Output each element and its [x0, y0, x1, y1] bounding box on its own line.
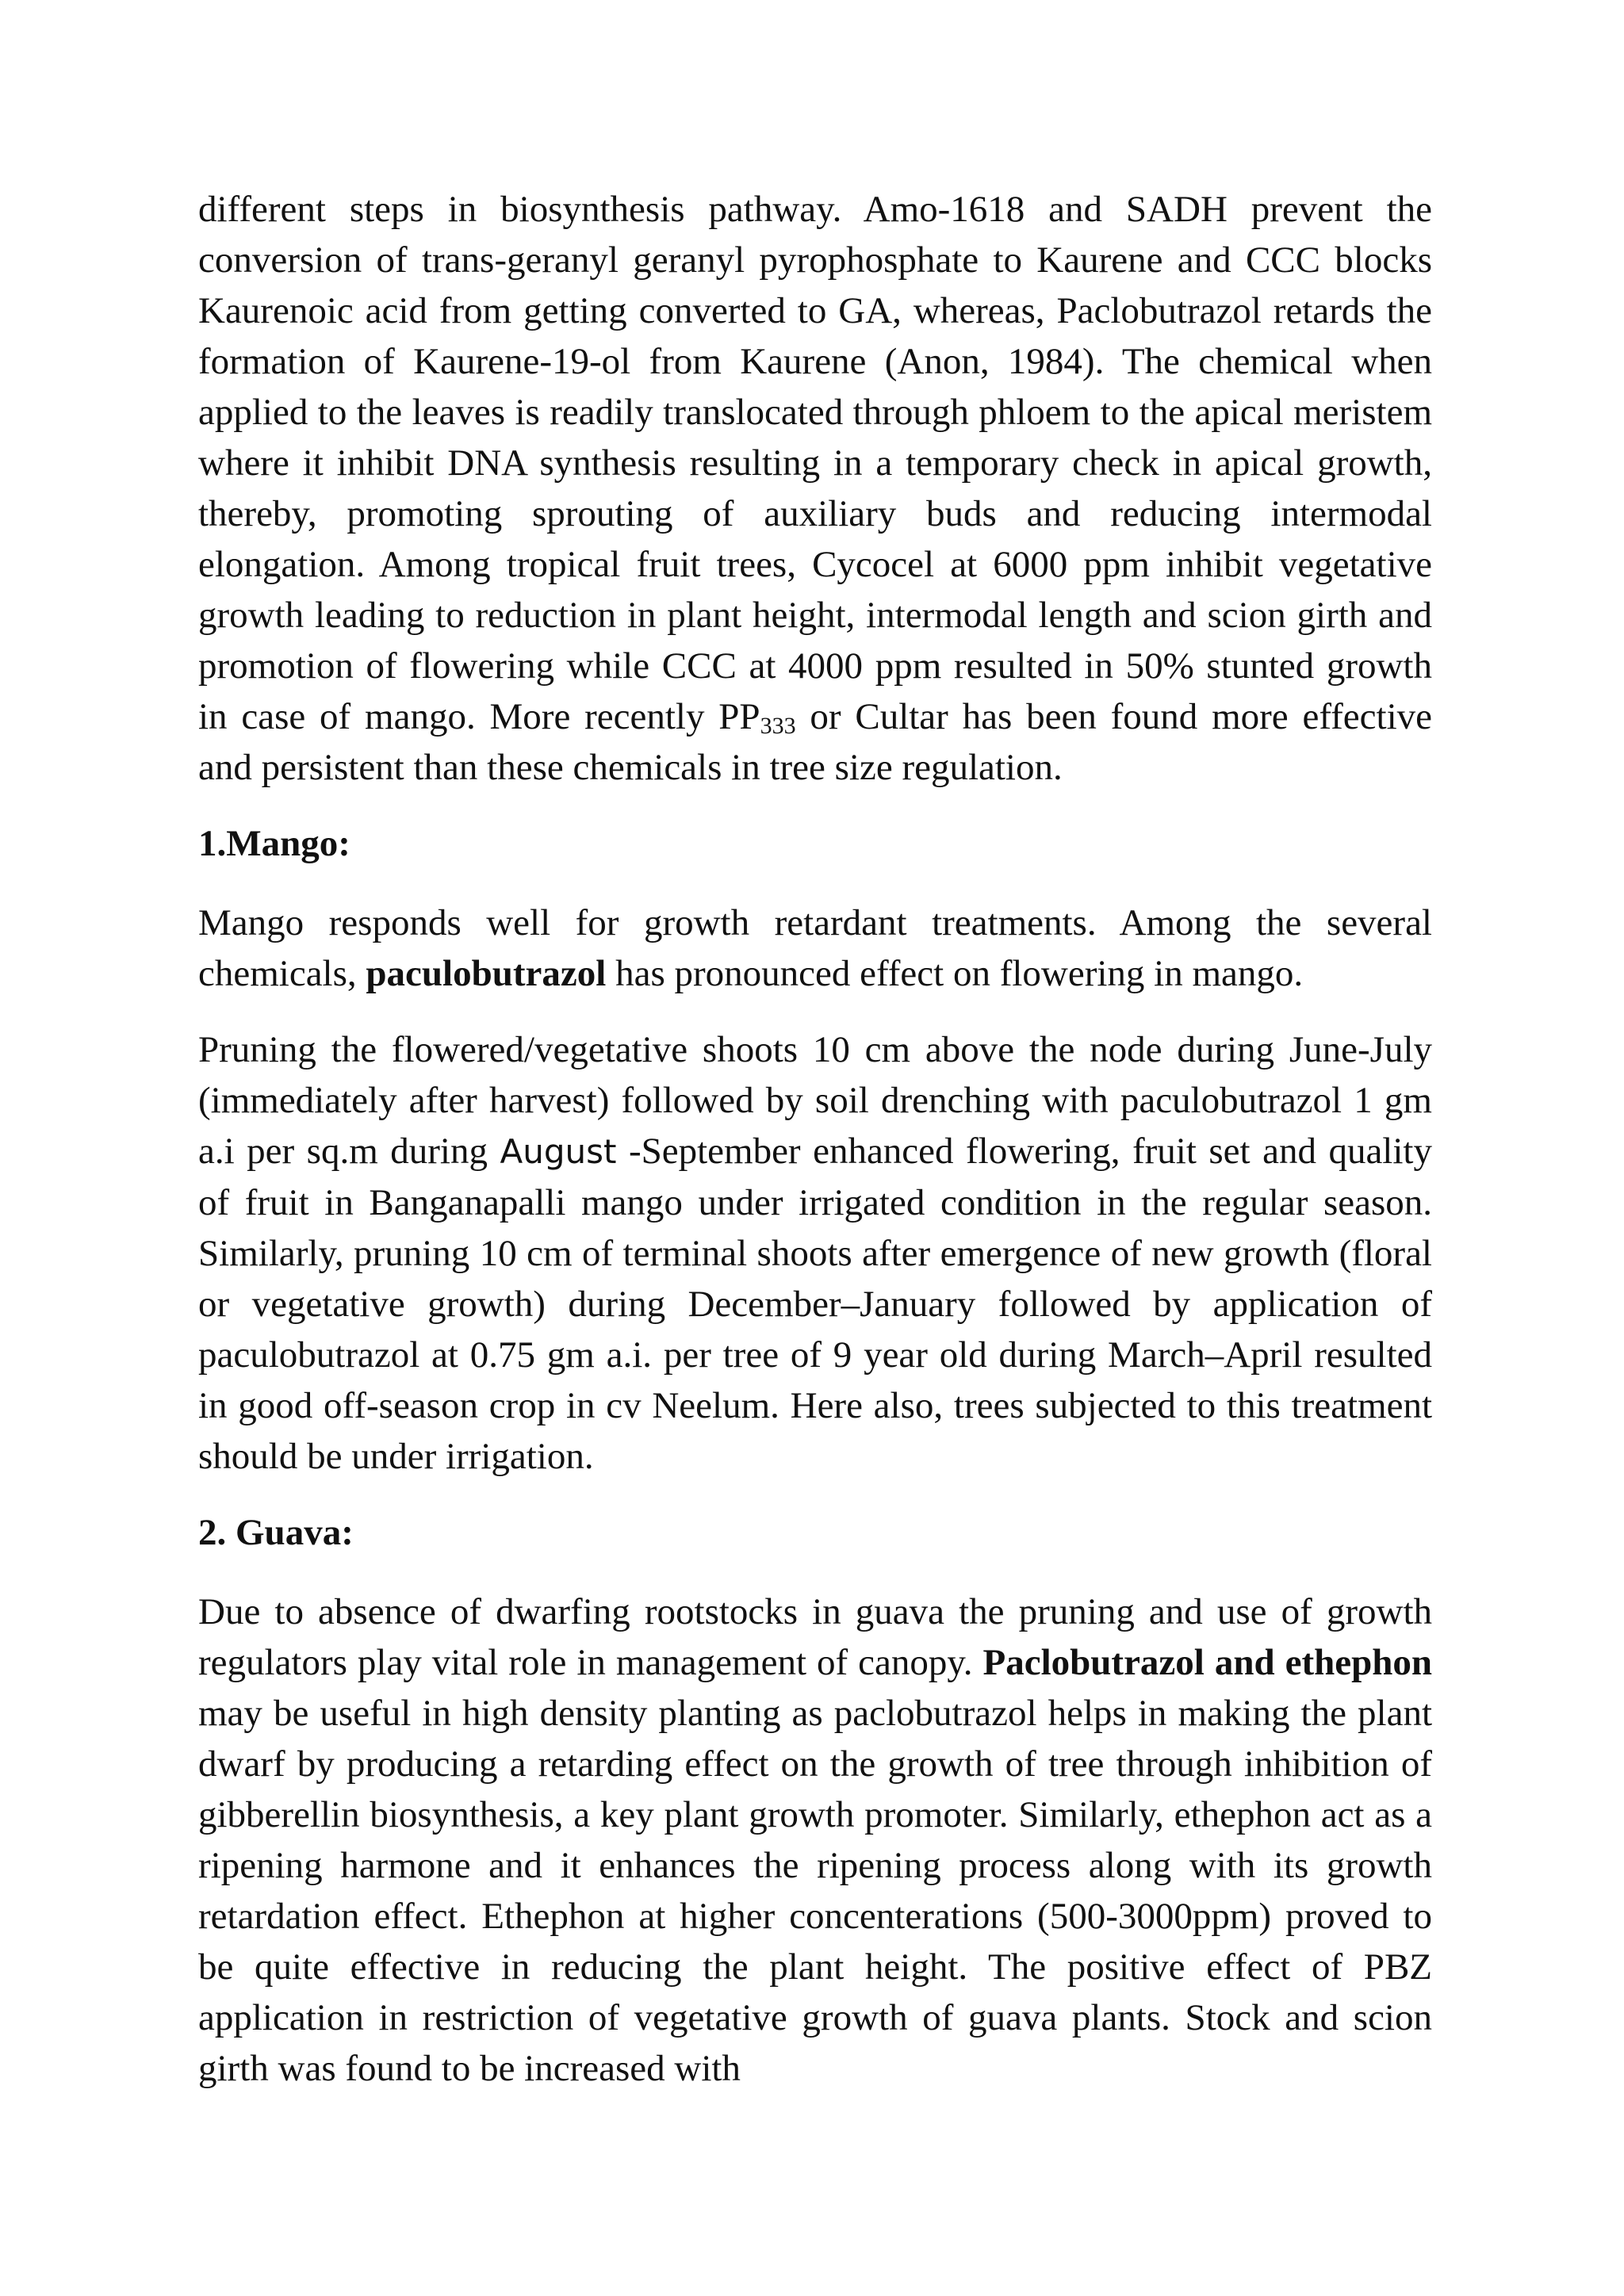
mango-paragraph-2 [198, 1024, 1432, 1482]
document-page [198, 184, 1432, 2119]
mango-p1-text-a: Mango responds well for growth retardant treatments. Among the several chemicals, [198, 902, 1432, 994]
guava-p1-text-b: may be useful in high density planting as paclobutrazol helps in making the plant dwarf by producing a retarding effect on the growth of tree through inhibition of gibberellin biosynthesis, a key plant growth promoter. Similarly, ethephon act as a ripening harmone and it enhances the ripening process along with its growth retardation effect. Ethephon at higher concenterations (500-3000ppm) proved to be quite effective in reducing the plant height. The positive effect of PBZ application in restriction of vegetative growth of guava plants. Stock and scion girth was found to be increased with [198, 1693, 1432, 2089]
mango-p2-august: August [500, 1132, 617, 1171]
mango-paragraph-1 [198, 897, 1432, 999]
guava-p1-text-a: Due to absence of dwarfing rootstocks in guava the pruning and use of growth regulators play vital role in management of canopy. [198, 1591, 1432, 1683]
mango-p1-bold-term: paculobutrazol [366, 953, 607, 994]
mango-heading: 1.Mango: [198, 823, 350, 864]
guava-paragraph-1 [198, 1586, 1432, 2094]
guava-heading: 2. Guava: [198, 1512, 354, 1553]
guava-p1-bold-term: Paclobutrazol and ethephon [982, 1642, 1433, 1683]
intro-text-b: or Cultar has been found more effective and persistent than these chemicals in tree size regulation. [198, 696, 1432, 788]
pp333-subscript: 333 [760, 713, 796, 739]
mango-p1-text-b: has pronounced effect on flowering in mango. [606, 953, 1304, 994]
mango-p2-text-a: Pruning the flowered/vegetative shoots 10 cm above the node during June-July (immediately after harvest) followed by soil drenching with paculobutrazol 1 gm a.i per sq.m during [198, 1029, 1432, 1172]
intro-paragraph [198, 184, 1432, 793]
intro-text-a: different steps in biosynthesis pathway. Amo-1618 and SADH prevent the conversion of trans-geranyl geranyl pyrophosphate to Kaurene and CCC blocks Kaurenoic acid from getting converted to GA, whereas, Paclobutrazol retards the formation of Kaurene-19-ol from Kaurene (Anon, 1984). The chemical when applied to the leaves is readily translocated through phloem to the apical meristem where it inhibit DNA synthesis resulting in a temporary check in apical growth, thereby, promoting sprouting of auxiliary buds and reducing intermodal elongation. Among tropical fruit trees, Cycocel at 6000 ppm inhibit vegetative growth leading to reduction in plant height, intermodal length and scion girth and promotion of flowering while CCC at 4000 ppm resulted in 50% stunted growth in case of mango. More recently PP [198, 189, 1432, 737]
mango-p2-text-b: -September enhanced flowering, fruit set and quality of fruit in Banganapalli mango under irrigated condition in the regular season. Similarly, pruning 10 cm of terminal shoots after emergence of new growth (floral or vegetative growth) during December–January followed by application of paculobutrazol at 0.75 gm a.i. per tree of 9 year old during March–April resulted in good off-season crop in cv Neelum. Here also, trees subjected to this treatment should be under irrigation. [198, 1131, 1432, 1477]
